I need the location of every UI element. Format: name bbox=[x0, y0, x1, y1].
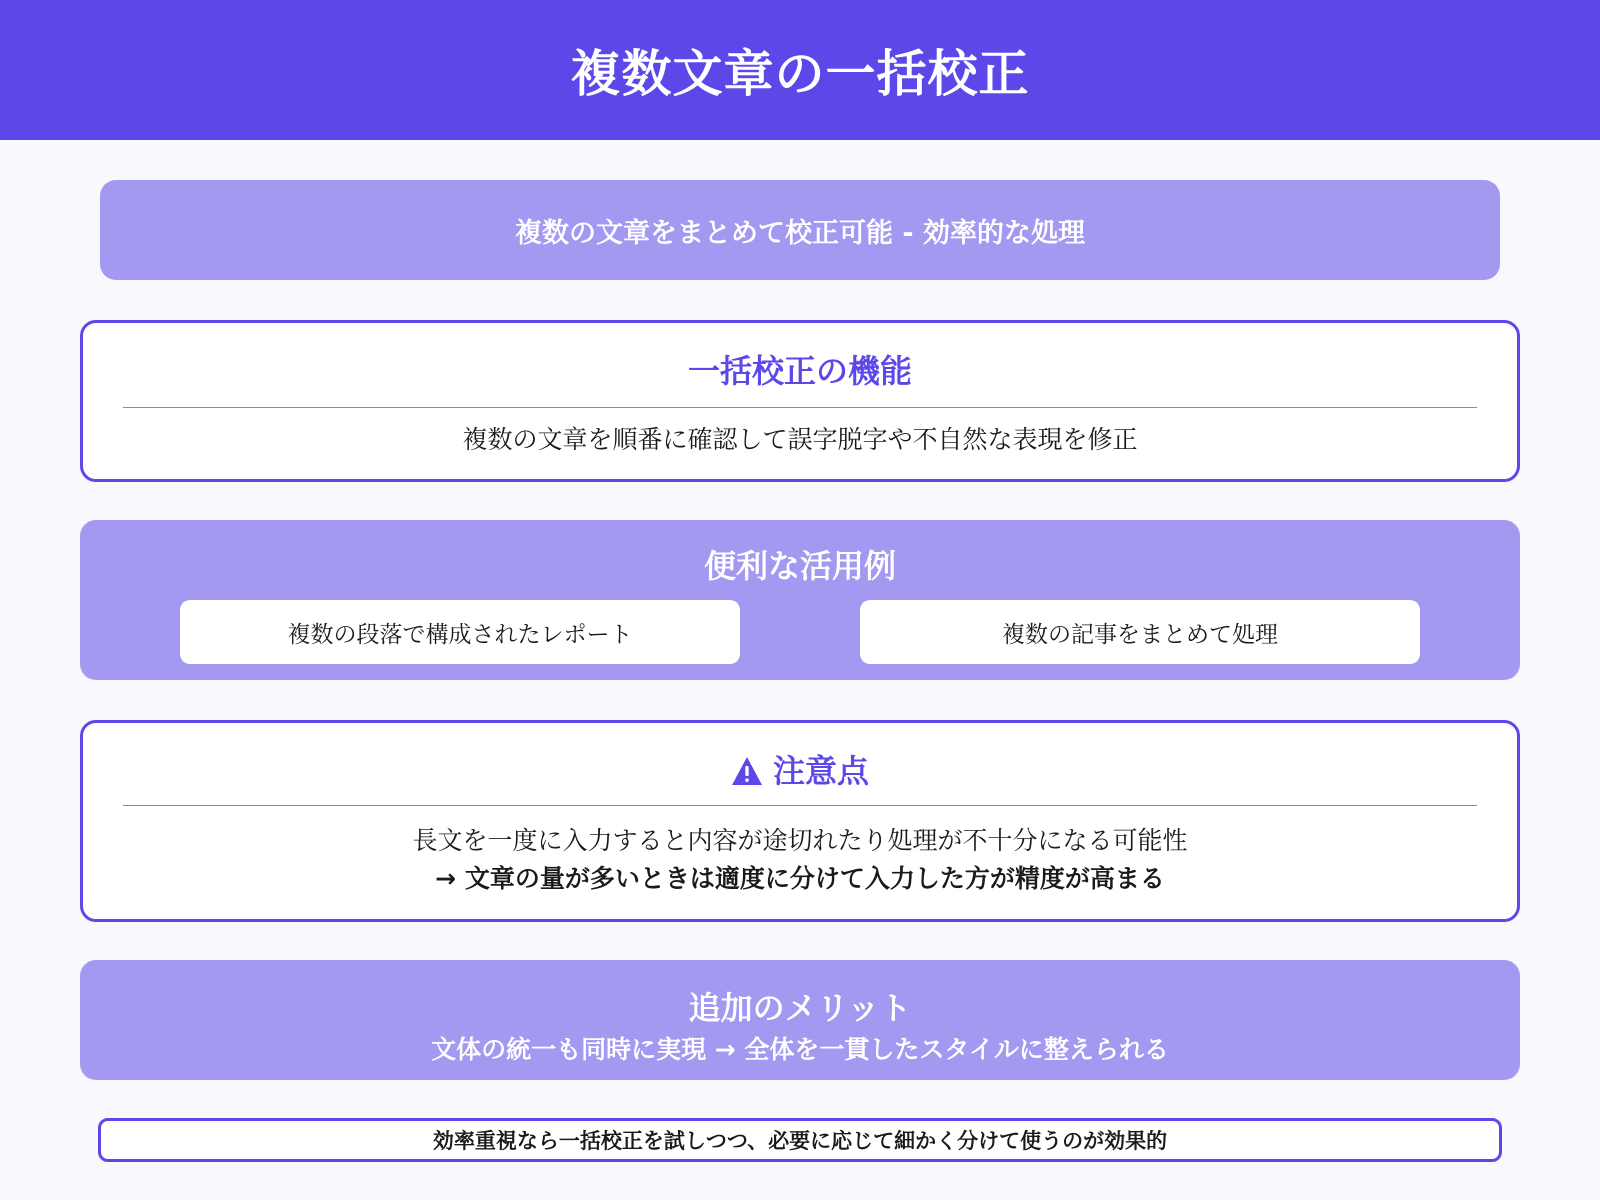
features-card bbox=[80, 320, 1520, 482]
use-cases-card bbox=[80, 520, 1520, 680]
merit-title: 追加のメリット bbox=[688, 989, 912, 1027]
caution-advice: → 文章の量が多いときは適度に分けて入力した方が精度が高まる bbox=[435, 864, 1165, 893]
page-title: 複数文章の一括校正 bbox=[570, 45, 1030, 103]
use-case-item-label: 複数の段落で構成されたレポート bbox=[287, 621, 633, 648]
footer-note-text: 効率重視なら一括校正を試しつつ、必要に応じて細かく分けて使うのが効果的 bbox=[432, 1129, 1168, 1153]
features-divider bbox=[123, 407, 1477, 408]
features-title: 一括校正の機能 bbox=[687, 352, 912, 390]
footer-note bbox=[98, 1118, 1502, 1162]
features-description: 複数の文章を順番に確認して誤字脱字や不自然な表現を修正 bbox=[462, 425, 1138, 454]
summary-banner bbox=[100, 180, 1500, 280]
merit-card bbox=[80, 960, 1520, 1080]
merit-text: 文体の統一も同時に実現 → 全体を一貫したスタイルに整えられる bbox=[431, 1035, 1169, 1064]
summary-banner-text: 複数の文章をまとめて校正可能 - 効率的な処理 bbox=[514, 217, 1085, 249]
caution-text: 長文を一度に入力すると内容が途切れたり処理が不十分になる可能性 bbox=[412, 826, 1188, 855]
use-case-item bbox=[860, 600, 1420, 664]
caution-heading bbox=[83, 749, 1517, 793]
warning-icon bbox=[731, 756, 763, 786]
page-header bbox=[0, 0, 1600, 140]
use-case-item bbox=[180, 600, 740, 664]
use-cases-title: 便利な活用例 bbox=[703, 547, 896, 585]
caution-title: 注意点 bbox=[772, 752, 869, 790]
caution-card bbox=[80, 720, 1520, 922]
use-case-item-label: 複数の記事をまとめて処理 bbox=[1002, 621, 1278, 648]
caution-divider bbox=[123, 805, 1477, 806]
